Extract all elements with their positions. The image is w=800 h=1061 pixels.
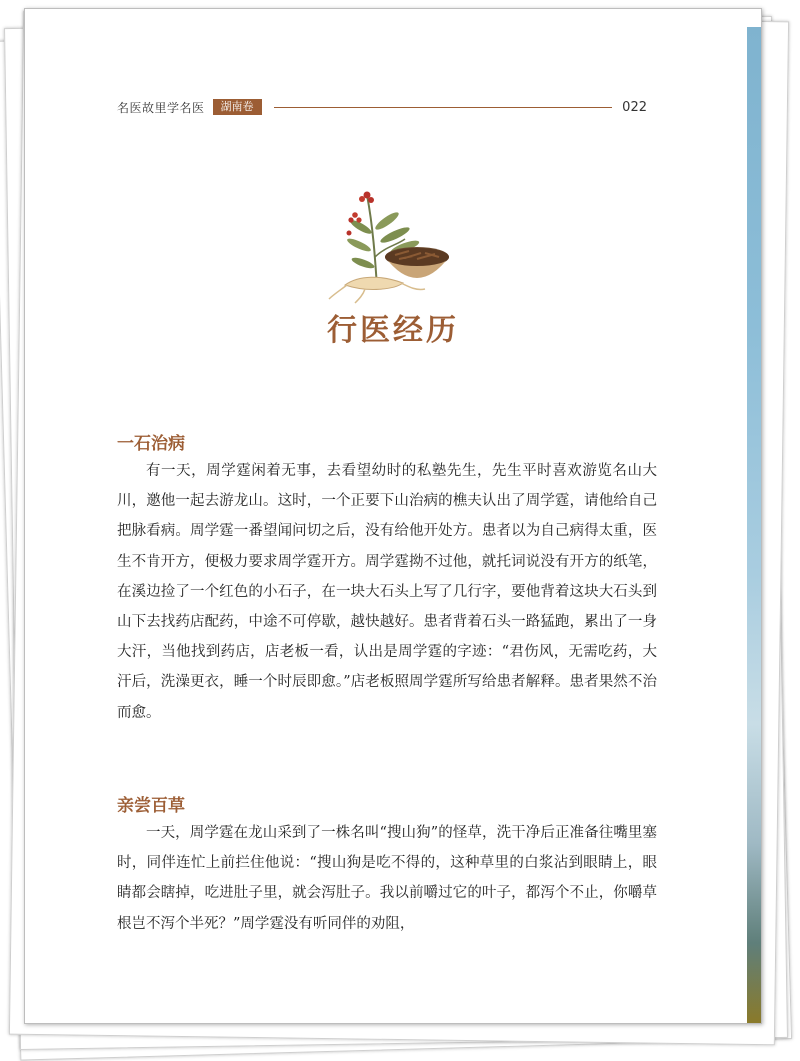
section-paragraph: 一天，周学霆在龙山采到了一株名叫“搜山狗”的怪草，洗干净后正准备往嘴里塞时，同伴连忙上前拦住他说：“搜山狗是吃不得的，这种草里的白浆沾到眼睛上，眼睛都会瞎掉，吃进肚子里，就会泻肚子。我以前嚼过它的叶子，都泻个不止，你嚼草根岂不泻个半死？”周学霆没有听同伴的劝阻，: [117, 825, 657, 932]
section-paragraph: 有一天，周学霆闲着无事，去看望幼时的私塾先生，先生平时喜欢游览名山大川，邀他一起去游龙山。这时，一个正要下山治病的樵夫认出了周学霆，请他给自己把脉看病。周学霆一番望闻问切之后，没有给他开处方。患者以为自己病得太重，医生不肯开方，便极力要求周学霆开方。周学霆拗不过他，就托词说没有开方的纸笔，在溪边捡了一个红色的小石子，在一块大石头上写了几行字，要他背着这块大石头到山下去找药店配药，中途不可停歇，越快越好。患者背着石头一路猛跑，累出了一身大汗，当他找到药店，店老板一看，认出是周学霆的字迹：“君伤风，无需吃药，大汗后，洗澡更衣，睡一个时辰即愈。”店老板照周学霆所写给患者解释。患者果然不治而愈。: [117, 463, 657, 721]
running-header: [117, 95, 647, 119]
chapter-title: 行医经历: [327, 313, 459, 348]
book-page: [24, 8, 762, 1024]
herb-bowl-ginseng-icon: [325, 187, 455, 305]
header-rule: [274, 107, 613, 108]
section-heading: 一石治病: [117, 434, 185, 454]
page-number: 022: [622, 99, 647, 115]
page-edge-landscape-strip: [747, 27, 761, 1023]
section-heading: 亲尝百草: [117, 796, 185, 816]
volume-badge: 湖南卷: [213, 99, 262, 115]
book-title: 名医故里学名医: [117, 100, 205, 115]
